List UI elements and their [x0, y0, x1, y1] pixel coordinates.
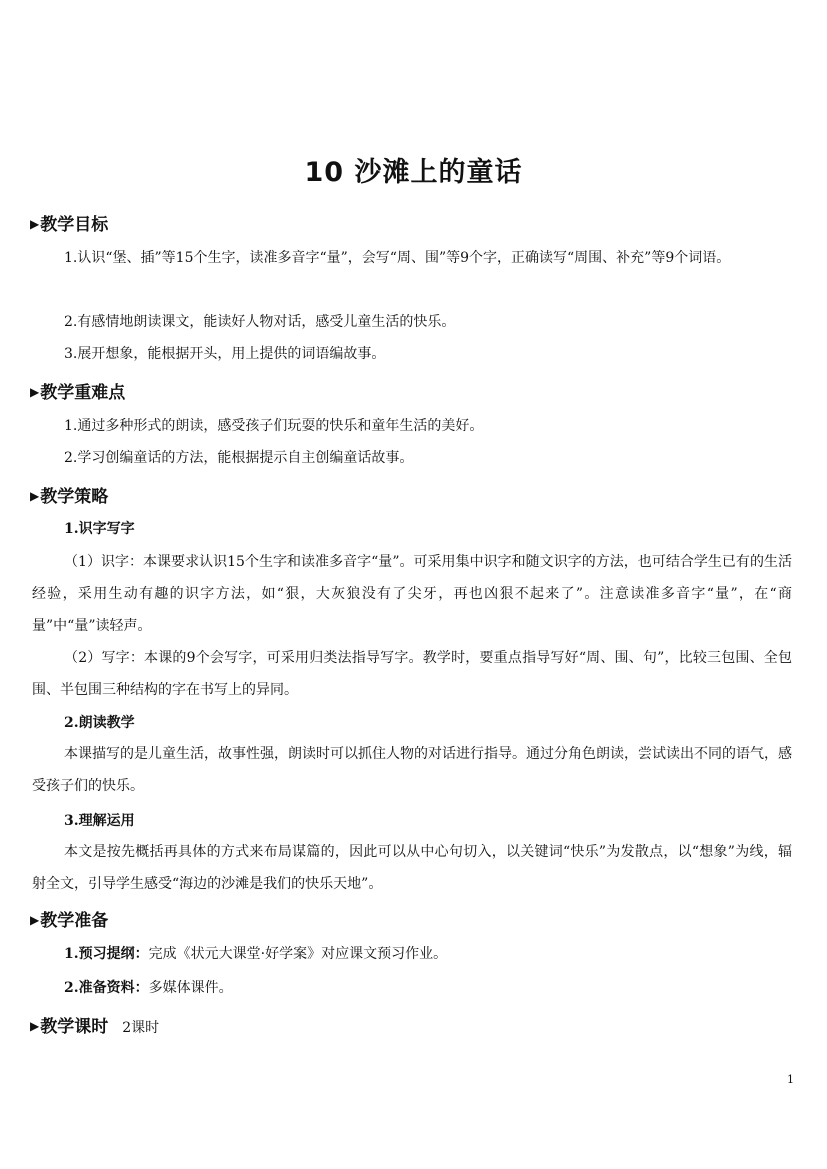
page-title: 10 沙滩上的童话	[304, 157, 523, 188]
periods-value: 2课时	[122, 1020, 160, 1036]
section-heading-key-points	[30, 378, 125, 403]
strategy-subheading-reading: 2.朗读教学	[64, 715, 135, 731]
section-title: 教学课时	[40, 1017, 109, 1037]
prep-item-1	[32, 938, 792, 970]
triangle-bullet-icon: ▶	[30, 489, 40, 503]
strategy-application-para: 本文是按先概括再具体的方式来布局谋篇的，因此可以从中心句切入，以关键词“快乐”为发散点，以“想象”为线，辐射全文，引导学生感受“海边的沙滩是我们的快乐天地”。	[32, 844, 792, 892]
goal-item-2: 2.有感情地朗读课文，能读好人物对话，感受儿童生活的快乐。	[64, 314, 456, 330]
section-title: 教学目标	[40, 215, 109, 235]
strategy-literacy-para-2: （2）写字：本课的9个会写字，可采用归类法指导写字。教学时，要重点指导写好“周、围、句”，比较三包围、全包围、半包围三种结构的字在书写上的异同。	[32, 650, 792, 698]
strategy-subheading-application: 3.理解运用	[64, 813, 135, 829]
triangle-bullet-icon: ▶	[30, 1019, 40, 1033]
key-point-item-1: 1.通过多种形式的朗读，感受孩子们玩耍的快乐和童年生活的美好。	[64, 418, 484, 434]
section-title: 教学准备	[40, 911, 109, 931]
prep-item-2	[32, 972, 792, 1004]
section-title: 教学策略	[40, 487, 109, 507]
section-heading-goals	[30, 210, 108, 235]
strategy-literacy-para-1: （1）识字：本课要求认识15个生字和读准多音字“量”。可采用集中识字和随文识字的方法，也可结合学生已有的生活经验，采用生动有趣的识字方法，如“狠，大灰狼没有了尖牙，再也凶狠不起来了”。注意读准多音字“量”，在“商量”中“量”读轻声。	[32, 554, 792, 634]
section-title: 教学重难点	[40, 383, 126, 403]
section-heading-prep	[30, 906, 108, 931]
page-number: 1	[787, 1073, 794, 1086]
prep-item-text: 多媒体课件。	[148, 980, 233, 996]
prep-item-text: 完成《状元大课堂·好学案》对应课文预习作业。	[148, 946, 448, 962]
strategy-reading-para: 本课描写的是儿童生活，故事性强，朗读时可以抓住人物的对话进行指导。通过分角色朗读，尝试读出不同的语气，感受孩子们的快乐。	[32, 746, 792, 794]
triangle-bullet-icon: ▶	[30, 217, 40, 231]
triangle-bullet-icon: ▶	[30, 913, 40, 927]
triangle-bullet-icon: ▶	[30, 385, 40, 399]
section-heading-periods	[30, 1012, 159, 1037]
prep-item-label: 1.预习提纲：	[64, 946, 149, 962]
goal-item-1: 1.认识“堡、插”等15个生字，读准多音字“量”，会写“周、围”等9个字，正确读写“周围、补充”等9个词语。	[64, 250, 731, 266]
goal-item-3: 3.展开想象，能根据开头，用上提供的词语编故事。	[64, 346, 386, 362]
section-heading-strategy	[30, 482, 108, 507]
prep-item-label: 2.准备资料：	[64, 980, 149, 996]
key-point-item-2: 2.学习创编童话的方法，能根据提示自主创编童话故事。	[64, 450, 414, 466]
strategy-subheading-literacy: 1.识字写字	[64, 521, 135, 537]
